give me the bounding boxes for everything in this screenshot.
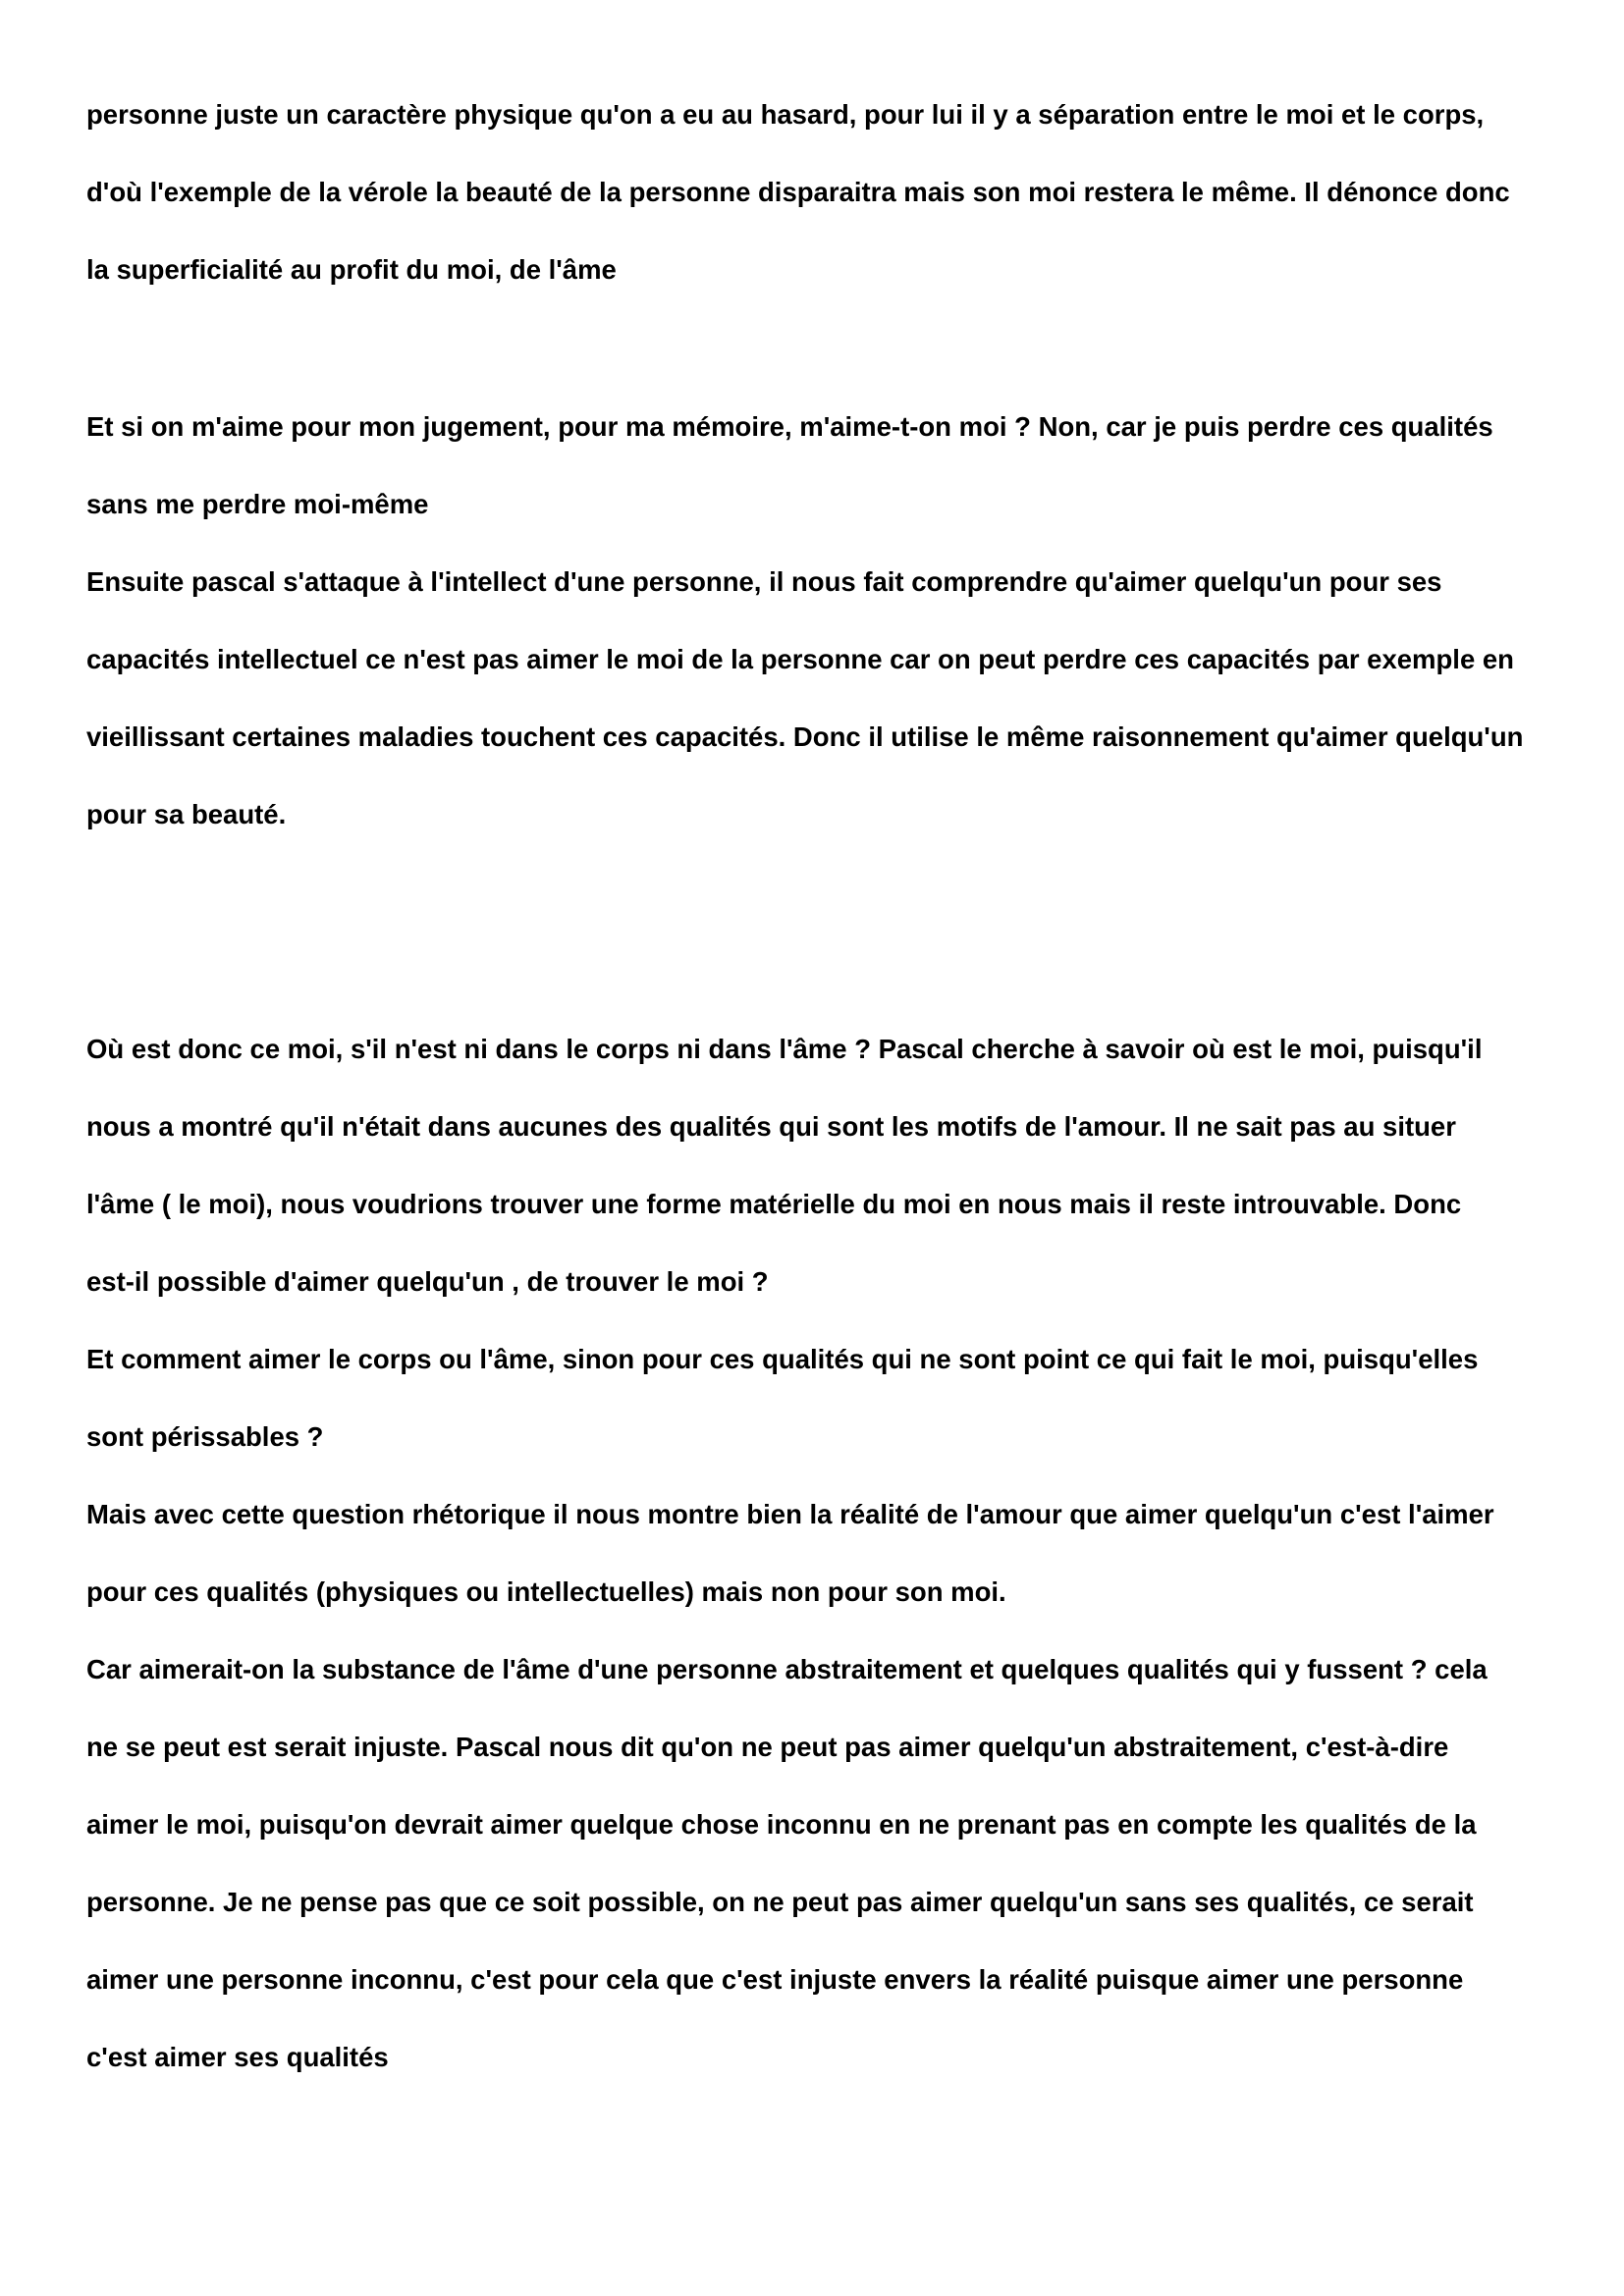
text-line: aimer une personne inconnu, c'est pour cela que c'est injuste envers la réalité puisque aimer une personne (86, 1964, 1464, 1995)
text-line: Ensuite pascal s'attaque à l'intellect d'une personne, il nous fait comprendre qu'aimer quelqu'un pour ses (86, 566, 1442, 597)
text-line: est-il possible d'aimer quelqu'un , de trouver le moi ? (86, 1266, 769, 1297)
text-line: nous a montré qu'il n'était dans aucunes des qualités qui sont les motifs de l'amour. Il ne sait pas au situer (86, 1111, 1456, 1142)
text-line: pour ces qualités (physiques ou intellectuelles) mais non pour son moi. (86, 1576, 1006, 1607)
text-line: personne juste un caractère physique qu'on a eu au hasard, pour lui il y a séparation entre le moi et le corps, (86, 99, 1485, 130)
text-line: c'est aimer ses qualités (86, 2042, 389, 2072)
text-line: pour sa beauté. (86, 799, 287, 829)
text-line: Et si on m'aime pour mon jugement, pour ma mémoire, m'aime-t-on moi ? Non, car je puis perdre ces qualités (86, 411, 1493, 442)
text-line: ne se peut est serait injuste. Pascal nous dit qu'on ne peut pas aimer quelqu'un abstraitement, c'est-à-dire (86, 1732, 1449, 1762)
text-line: d'où l'exemple de la vérole la beauté de la personne disparaitra mais son moi restera le même. Il dénonce donc (86, 177, 1510, 207)
text-line: aimer le moi, puisqu'on devrait aimer quelque chose inconnu en ne prenant pas en compte les qualités de la (86, 1809, 1477, 1840)
text-line: l'âme ( le moi), nous voudrions trouver une forme matérielle du moi en nous mais il reste introuvable. Donc (86, 1189, 1462, 1219)
text-line: vieillissant certaines maladies touchent ces capacités. Donc il utilise le même raisonnement qu'aimer quelqu'un (86, 721, 1524, 752)
text-line: sont périssables ? (86, 1421, 324, 1452)
text-line: Mais avec cette question rhétorique il nous montre bien la réalité de l'amour que aimer quelqu'un c'est l'aimer (86, 1499, 1494, 1529)
text-line: sans me perdre moi-même (86, 489, 429, 519)
text-line: personne. Je ne pense pas que ce soit possible, on ne peut pas aimer quelqu'un sans ses qualités, ce serait (86, 1887, 1474, 1917)
text-line: Où est donc ce moi, s'il n'est ni dans le corps ni dans l'âme ? Pascal cherche à savoir où est le moi, puisqu'il (86, 1034, 1483, 1064)
text-line: capacités intellectuel ce n'est pas aimer le moi de la personne car on peut perdre ces capacités par exemple en (86, 644, 1514, 674)
text-line: la superficialité au profit du moi, de l'âme (86, 254, 617, 285)
text-line: Car aimerait-on la substance de l'âme d'une personne abstraitement et quelques qualités qui y fussent ? cela (86, 1654, 1488, 1684)
text-line: Et comment aimer le corps ou l'âme, sinon pour ces qualités qui ne sont point ce qui fait le moi, puisqu'elles (86, 1344, 1479, 1374)
